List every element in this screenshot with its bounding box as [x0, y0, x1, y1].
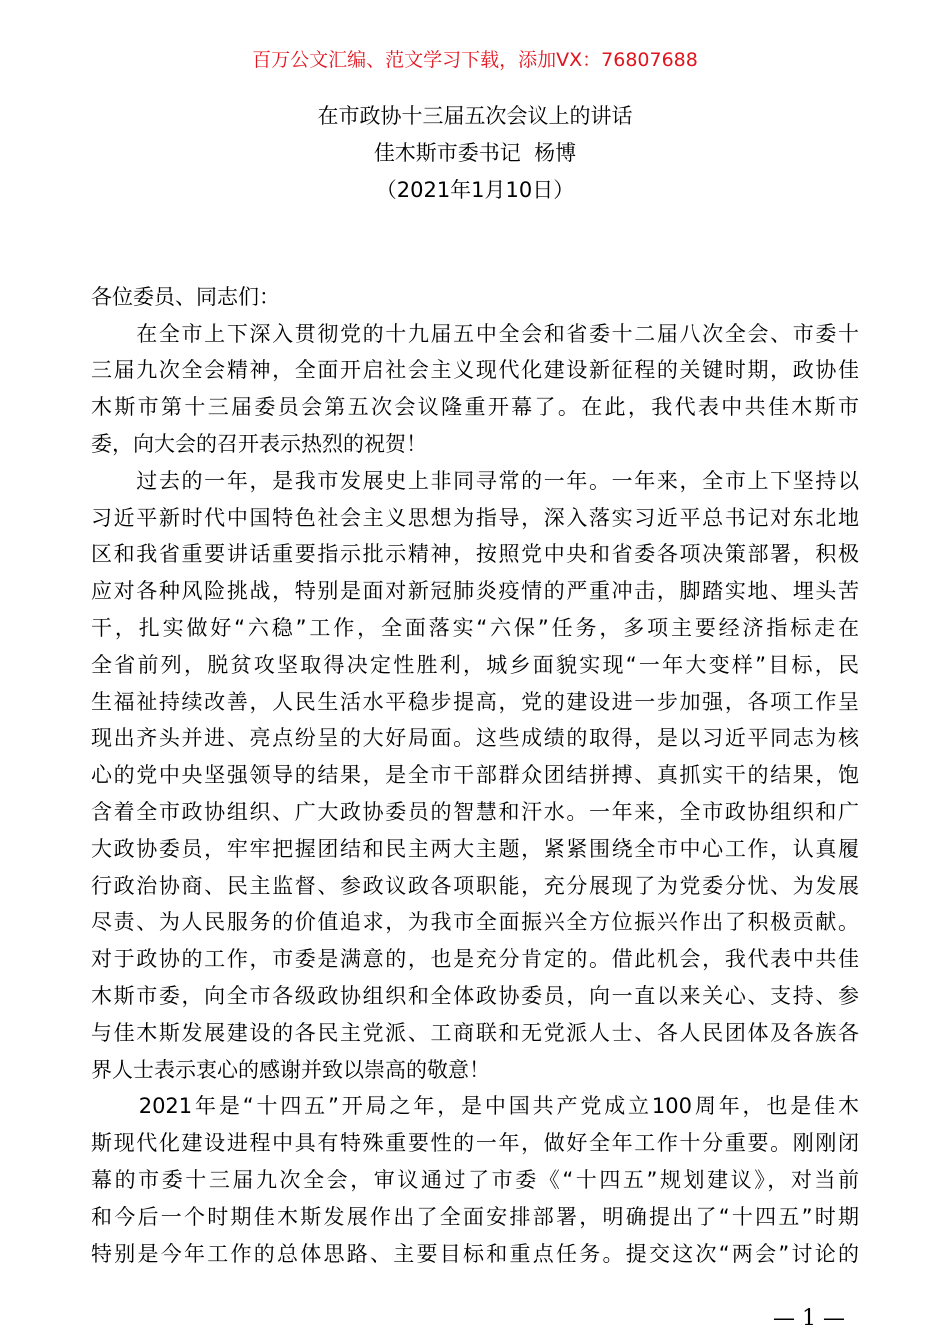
- paragraph-line: 特别是今年工作的总体思路、主要目标和重点任务。提交这次“两会”讨论的: [91, 1241, 859, 1266]
- paragraph-line: 区和我省重要讲话重要指示批示精神，按照党中央和省委各项决策部署，积极: [91, 542, 859, 567]
- paragraph-line: 界人士表示衷心的感谢并致以崇高的敬意！: [91, 1057, 490, 1082]
- paragraph-line: 在全市上下深入贯彻党的十九届五中全会和省委十二届八次全会、市委十: [91, 321, 859, 346]
- salutation: 各位委员、同志们：: [91, 284, 280, 309]
- paragraph-line: 木斯市委，向全市各级政协组织和全体政协委员，向一直以来关心、支持、参: [91, 983, 859, 1008]
- paragraph-line: 心的党中央坚强领导的结果，是全市干部群众团结拼搏、真抓实干的结果，饱: [91, 763, 859, 788]
- watermark-banner: 百万公文汇编、范文学习下载，添加VX：76807688: [252, 49, 698, 71]
- spacer: [91, 242, 859, 279]
- paragraph-line: 应对各种风险挑战，特别是面对新冠肺炎疫情的严重冲击，脚踏实地、埋头苦: [91, 579, 859, 604]
- paragraph-line: 幕的市委十三届九次全会，审议通过了市委《“十四五”规划建议》，对当前: [91, 1167, 859, 1192]
- paragraph-line: 干，扎实做好“六稳”工作，全面落实“六保”任务，多项主要经济指标走在: [91, 615, 859, 640]
- paragraph-line: 与佳木斯发展建设的各民主党派、工商联和无党派人士、各人民团体及各族各: [91, 1020, 859, 1045]
- paragraph-line: 生福祉持续改善，人民生活水平稳步提高，党的建设进一步加强，各项工作呈: [91, 689, 859, 714]
- speech-body: [91, 242, 859, 1272]
- paragraph-line: 2021年是“十四五”开局之年，是中国共产党成立100周年，也是佳木: [91, 1094, 859, 1119]
- paragraph-line: 过去的一年，是我市发展史上非同寻常的一年。一年来，全市上下坚持以: [91, 468, 859, 493]
- paragraph-line: 木斯市第十三届委员会第五次会议隆重开幕了。在此，我代表中共佳木斯市: [91, 395, 859, 420]
- paragraph-line: 斯现代化建设进程中具有特殊重要性的一年，做好全年工作十分重要。刚刚闭: [91, 1131, 859, 1156]
- paragraph-line: 行政治协商、民主监督、参政议政各项职能，充分展现了为党委分忧、为发展: [91, 873, 859, 898]
- paragraph-line: 含着全市政协组织、广大政协委员的智慧和汗水。一年来，全市政协组织和广: [91, 799, 859, 824]
- paragraph-line: 和今后一个时期佳木斯发展作出了全面安排部署，明确提出了“十四五”时期: [91, 1204, 859, 1229]
- paragraph-line: 对于政协的工作，市委是满意的，也是充分肯定的。借此机会，我代表中共佳: [91, 947, 859, 972]
- speech-author: 佳木斯市委书记 杨博: [373, 141, 577, 165]
- paragraph-line: 委，向大会的召开表示热烈的祝贺！: [91, 431, 427, 456]
- speech-date: （2021年1月10日）: [375, 178, 575, 202]
- paragraph-line: 大政协委员，牢牢把握团结和民主两大主题，紧紧围绕全市中心工作，认真履: [91, 836, 859, 861]
- paragraph-2: [91, 463, 859, 1089]
- paragraph-line: 尽责、为人民服务的价值追求，为我市全面振兴全方位振兴作出了积极贡献。: [91, 910, 859, 935]
- title-block: [0, 98, 950, 209]
- paragraph-line: 三届九次全会精神，全面开启社会主义现代化建设新征程的关键时期，政协佳: [91, 358, 859, 383]
- paragraph-line: 全省前列，脱贫攻坚取得决定性胜利，城乡面貌实现“一年大变样”目标，民: [91, 652, 859, 677]
- paragraph-line: 现出齐头并进、亮点纷呈的大好局面。这些成绩的取得，是以习近平同志为核: [91, 726, 859, 751]
- paragraph-1: [91, 316, 859, 463]
- speech-title: 在市政协十三届五次会议上的讲话: [317, 104, 633, 128]
- page-number: — 1 —: [773, 1306, 845, 1331]
- paragraph-3: [91, 1088, 859, 1272]
- paragraph-line: 习近平新时代中国特色社会主义思想为指导，深入落实习近平总书记对东北地: [91, 505, 859, 530]
